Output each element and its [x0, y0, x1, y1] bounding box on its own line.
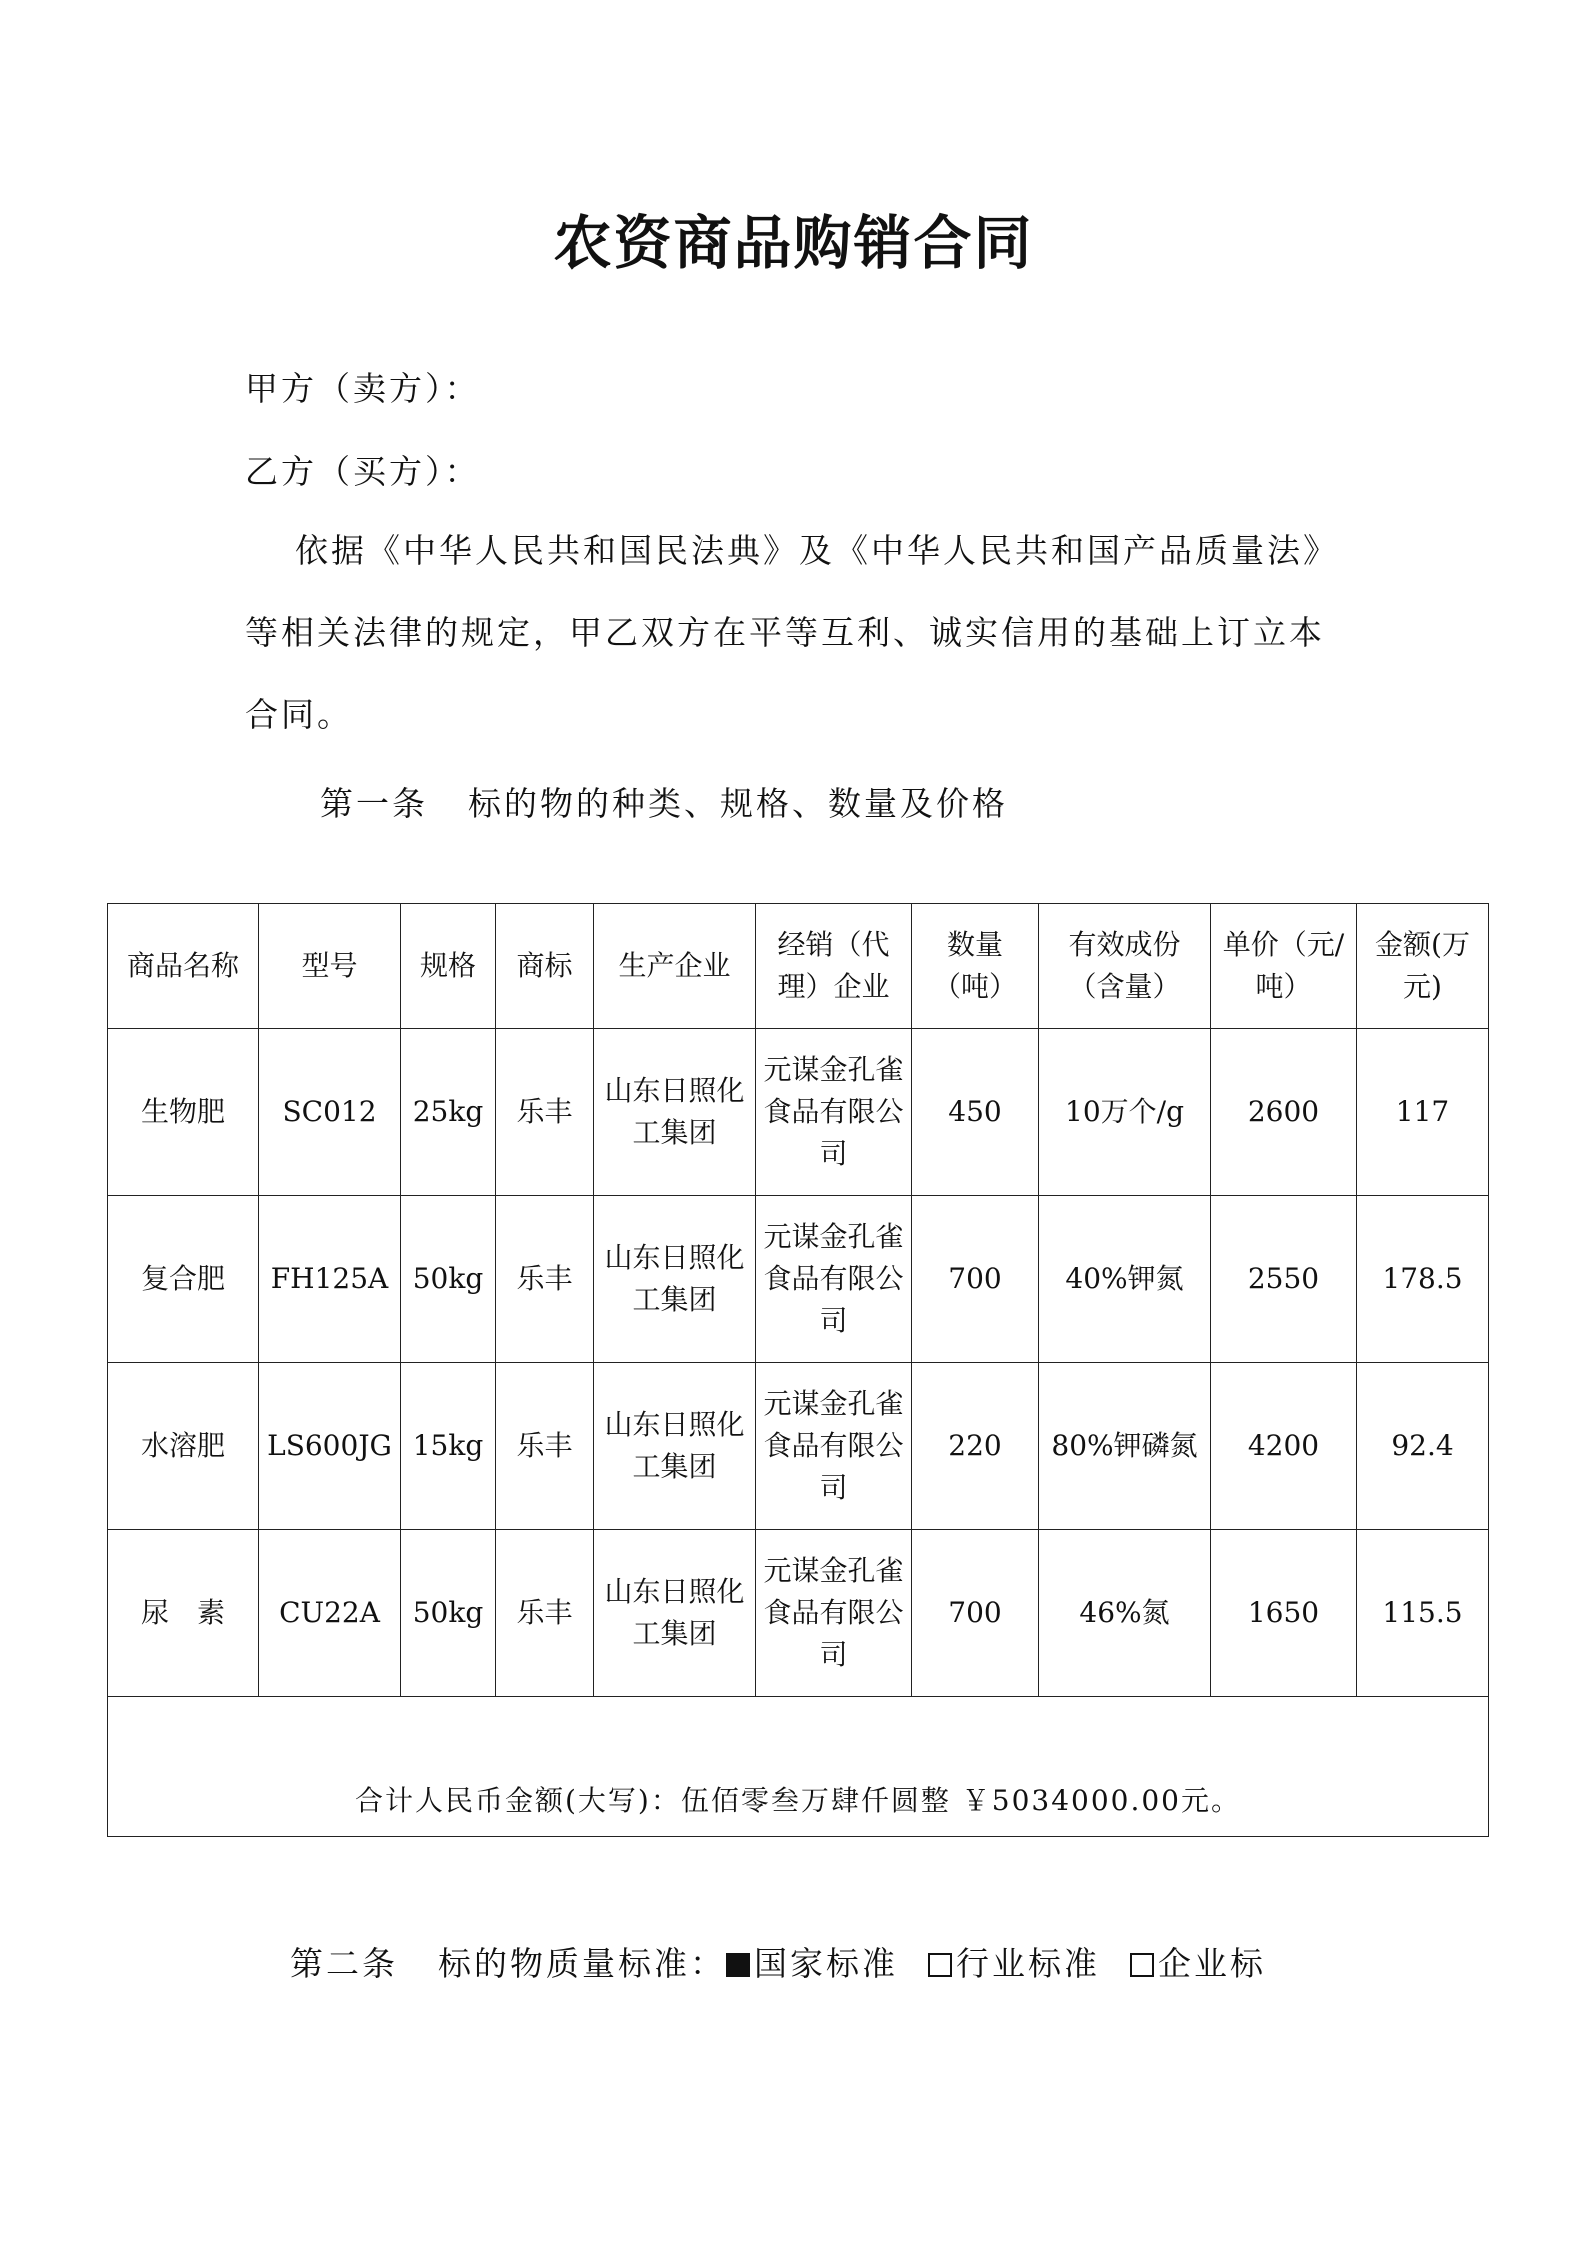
- product-table: [107, 903, 1489, 1837]
- table-cell: 生物肥: [108, 1029, 259, 1196]
- table-cell: 92.4: [1357, 1363, 1489, 1530]
- option-label: 国家标准: [754, 1944, 898, 1983]
- option-industry-standard[interactable]: [928, 1944, 1100, 1983]
- option-enterprise-standard[interactable]: [1130, 1944, 1266, 1983]
- table-cell: 尿 素: [108, 1530, 259, 1697]
- checkbox-national-standard[interactable]: [726, 1953, 750, 1977]
- total-amount-text: 合计人民币金额(大写)：伍佰零叁万肆仟圆整 ￥5034000.00元。: [108, 1697, 1489, 1837]
- table-cell: 220: [912, 1363, 1039, 1530]
- table-cell: 山东日照化工集团: [594, 1196, 756, 1363]
- table-cell: 山东日照化工集团: [594, 1029, 756, 1196]
- checkbox-enterprise-standard[interactable]: [1130, 1953, 1154, 1977]
- header-cell: 金额(万元): [1357, 904, 1489, 1029]
- header-cell: 规格: [401, 904, 496, 1029]
- table-total-row: [108, 1697, 1489, 1837]
- table-cell: 1650: [1211, 1530, 1357, 1697]
- document-title: 农资商品购销合同: [553, 209, 1034, 277]
- table-cell: 2600: [1211, 1029, 1357, 1196]
- table-cell: 乐丰: [496, 1363, 594, 1530]
- table-cell: SC012: [259, 1029, 401, 1196]
- table-cell: 115.5: [1357, 1530, 1489, 1697]
- table-cell: 50kg: [401, 1530, 496, 1697]
- table-cell: 元谋金孔雀食品有限公司: [756, 1029, 912, 1196]
- table-cell: 4200: [1211, 1363, 1357, 1530]
- party-b-line: 乙方（买方）：: [245, 452, 481, 491]
- table-header-row: [108, 904, 1489, 1029]
- preamble-text: 依据《中华人民共和国民法典》及《中华人民共和国产品质量法》等相关法律的规定，甲乙双方在平等互利、诚实信用的基础上订立本合同。: [245, 531, 1339, 734]
- checkbox-industry-standard[interactable]: [928, 1953, 952, 1977]
- table-cell: 水溶肥: [108, 1363, 259, 1530]
- table-cell: 700: [912, 1196, 1039, 1363]
- header-cell: 商标: [496, 904, 594, 1029]
- table-cell: 46%氮: [1039, 1530, 1211, 1697]
- table-cell: 178.5: [1357, 1196, 1489, 1363]
- header-cell: 经销（代理）企业: [756, 904, 912, 1029]
- preamble-paragraph: [245, 510, 1355, 756]
- clause-2-number: 第二条: [290, 1944, 398, 1983]
- table-cell: 2550: [1211, 1196, 1357, 1363]
- table-row: [108, 1530, 1489, 1697]
- table-cell: 乐丰: [496, 1196, 594, 1363]
- table-cell: 450: [912, 1029, 1039, 1196]
- table-cell: 25kg: [401, 1029, 496, 1196]
- table-cell: 10万个/g: [1039, 1029, 1211, 1196]
- clause-2-line: [290, 1938, 1266, 1985]
- table-row: [108, 1363, 1489, 1530]
- table-cell: 117: [1357, 1029, 1489, 1196]
- option-label: 企业标: [1158, 1944, 1266, 1983]
- table-cell: 元谋金孔雀食品有限公司: [756, 1363, 912, 1530]
- table-cell: 复合肥: [108, 1196, 259, 1363]
- header-cell: 单价（元/吨）: [1211, 904, 1357, 1029]
- header-cell: 型号: [259, 904, 401, 1029]
- clause-1-number: 第一条: [320, 784, 428, 823]
- clause-1-title: 标的物的种类、规格、数量及价格: [468, 784, 1008, 823]
- party-a-line: 甲方（卖方）：: [245, 369, 481, 408]
- header-cell: 生产企业: [594, 904, 756, 1029]
- table-cell: 乐丰: [496, 1029, 594, 1196]
- table-cell: 山东日照化工集团: [594, 1530, 756, 1697]
- table-cell: 元谋金孔雀食品有限公司: [756, 1530, 912, 1697]
- table-cell: FH125A: [259, 1196, 401, 1363]
- table-cell: 元谋金孔雀食品有限公司: [756, 1196, 912, 1363]
- table-cell: 乐丰: [496, 1530, 594, 1697]
- header-cell: 商品名称: [108, 904, 259, 1029]
- header-cell: 数量（吨）: [912, 904, 1039, 1029]
- table-cell: 80%钾磷氮: [1039, 1363, 1211, 1530]
- table-cell: 40%钾氮: [1039, 1196, 1211, 1363]
- clause-1-heading: [320, 778, 1008, 825]
- clause-2-title: 标的物质量标准：: [438, 1944, 726, 1983]
- table-cell: 15kg: [401, 1363, 496, 1530]
- table-cell: 700: [912, 1530, 1039, 1697]
- table-row: [108, 1029, 1489, 1196]
- table-cell: CU22A: [259, 1530, 401, 1697]
- option-label: 行业标准: [956, 1944, 1100, 1983]
- table-cell: 50kg: [401, 1196, 496, 1363]
- header-cell: 有效成份（含量）: [1039, 904, 1211, 1029]
- table-cell: 山东日照化工集团: [594, 1363, 756, 1530]
- table-row: [108, 1196, 1489, 1363]
- option-national-standard[interactable]: [726, 1944, 898, 1983]
- table-cell: LS600JG: [259, 1363, 401, 1530]
